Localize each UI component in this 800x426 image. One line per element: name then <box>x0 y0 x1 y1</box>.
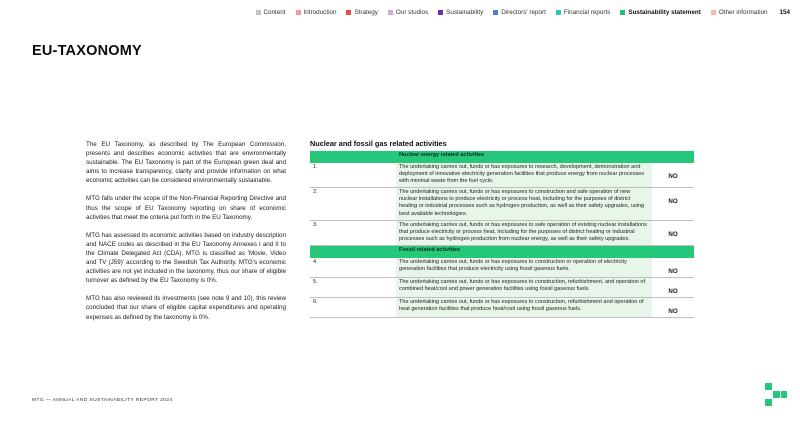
row-description: The undertaking carries out, funds or has exposures to construction, refurbishment and operation of heat generation facilities that produce heat/cool using fossil gaseous fuels. <box>396 298 652 318</box>
nav-swatch-icon <box>493 10 498 15</box>
logo-square <box>773 391 780 398</box>
nav-label: Content <box>263 9 286 16</box>
nav-item-strategy[interactable] <box>346 9 377 16</box>
nav-label: Directors' report <box>501 9 546 16</box>
footer-report-title: MTG — ANNUAL AND SUSTAINABILITY REPORT 2024 <box>32 398 173 403</box>
table-row <box>310 258 694 278</box>
nav-label: Sustainability <box>446 9 484 16</box>
table-row <box>310 188 694 220</box>
nav-swatch-icon <box>711 10 716 15</box>
row-number: 2. <box>310 188 396 220</box>
body-paragraph: The EU Taxonomy, as described by The European Commission, presents and describes economic activities that are environmentally sustainable. The EU Taxonomy is part of the European green deal and aims to increase transparency, clarity and provide information on what economic activities can be considered environmentally sustainable. <box>86 141 286 185</box>
nav-swatch-icon <box>296 10 301 15</box>
logo-square <box>765 383 772 390</box>
nav-item-sustainability[interactable] <box>438 9 483 16</box>
body-text <box>86 140 286 331</box>
row-description: The undertaking carries out, funds or has exposures to safe operation of existing nuclear installations that produce electricity or process heat, including for the purposes of district heating or industrial processes such as hydrogen production from nuclear energy, as well as their safety upgrades. <box>396 220 652 245</box>
page-title: EU-TAXONOMY <box>32 43 142 59</box>
section-header-fossil <box>310 245 694 258</box>
table-row <box>310 163 694 188</box>
row-answer: NO <box>652 258 694 278</box>
logo-square <box>781 391 787 398</box>
row-description: The undertaking carries out, funds or has exposures to construction or operation of electricity generation facilities that produce electricity using fossil gaseous fuels. <box>396 258 652 278</box>
row-description: The undertaking carries out, funds or has exposures to research, development, demonstration and deployment of innovative electricity generation facilities that produce energy from nuclear processes with minimal waste from the fuel cycle. <box>396 163 652 188</box>
section-title: Fossil related activities <box>396 245 652 258</box>
table-row <box>310 278 694 298</box>
row-answer: NO <box>652 188 694 220</box>
row-number: 4. <box>310 258 396 278</box>
nav-label: Strategy <box>354 9 378 16</box>
row-number: 6. <box>310 298 396 318</box>
nav-item-other-information[interactable] <box>711 9 768 16</box>
table-row <box>310 220 694 245</box>
nav-label: Our studios <box>395 9 429 16</box>
nav-swatch-icon <box>438 10 443 15</box>
nav-swatch-icon <box>346 10 351 15</box>
row-answer: NO <box>652 298 694 318</box>
row-number: 5. <box>310 278 396 298</box>
nav-swatch-icon <box>620 10 625 15</box>
row-number: 1. <box>310 163 396 188</box>
nav-swatch-icon <box>256 10 261 15</box>
nav-item-directors-report[interactable] <box>493 9 546 16</box>
section-title: Nuclear energy related activities <box>396 151 652 163</box>
top-navigation <box>256 9 791 16</box>
row-answer: NO <box>652 220 694 245</box>
nav-label: Introduction <box>303 9 337 16</box>
nav-label: Financial reports <box>563 9 611 16</box>
nav-item-financial-reports[interactable] <box>556 9 611 16</box>
row-answer: NO <box>652 278 694 298</box>
row-description: The undertaking carries out, funds or has exposures to construction and safe operation of new nuclear installations to produce electricity or process heat, including for the purposes of district heating or industrial processes such as hydrogen production, as well as their safety upgrades, using best available technologies. <box>396 188 652 220</box>
row-answer: NO <box>652 163 694 188</box>
mtg-logo-icon <box>764 382 788 409</box>
row-number: 3. <box>310 220 396 245</box>
body-paragraph: MTG has assessed its economic activities based on industry description and NACE codes as described in the EU Taxonomy Annexes I and II to the Climate Delegated Act (CDA). MTG is classified as 'Movie, Video and TV (J59)' according to the Swedish Tax Authority. MTG's economic activities are not yet included in the taxonomy, thus our share of eligible turnover as defined by the EU Taxonomy is 0%. <box>86 231 286 285</box>
nav-item-sustainability-statement[interactable] <box>620 9 700 16</box>
row-description: The undertaking carries out, funds or has exposures to construction, refurbishment, and operation of combined heat/cool and power generation facilities using fossil gaseous fuels. <box>396 278 652 298</box>
page-number: 154 <box>779 9 790 16</box>
logo-square <box>765 399 772 406</box>
nav-item-introduction[interactable] <box>296 9 337 16</box>
nav-label: Other information <box>718 9 768 16</box>
table-row <box>310 298 694 318</box>
body-paragraph: MTG has also reviewed its investments (see note 9 and 10), this review concluded that our share of eligible capital expenditures and operating expenses as defined by the taxonomy is 0%. <box>86 295 286 321</box>
nav-item-content[interactable] <box>256 9 286 16</box>
table-heading: Nuclear and fossil gas related activities <box>310 139 447 148</box>
nav-label: Sustainability statement <box>628 9 701 16</box>
nav-swatch-icon <box>388 10 393 15</box>
nav-item-our-studios[interactable] <box>388 9 428 16</box>
section-header-nuclear <box>310 151 694 163</box>
nav-swatch-icon <box>556 10 561 15</box>
nuclear-fossil-table <box>310 151 694 318</box>
body-paragraph: MTG falls under the scope of the Non-Financial Reporting Directive and thus the scope of EU Taxonomy reporting on share of economic activities that meet the criteria put forth in the EU Taxonomy. <box>86 195 286 221</box>
